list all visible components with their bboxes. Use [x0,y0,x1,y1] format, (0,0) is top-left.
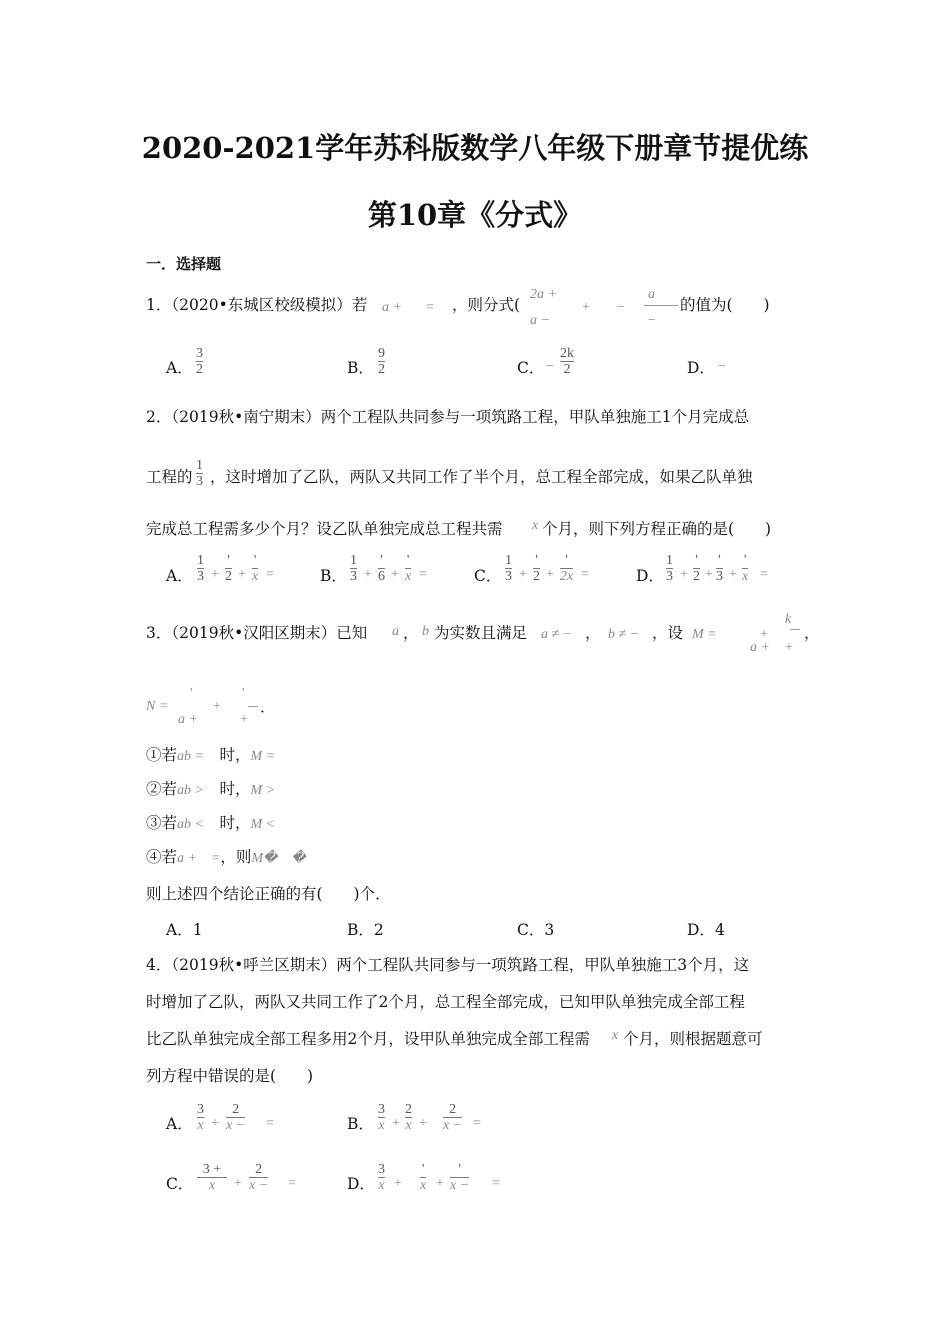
fraction-denominator: + [240,712,248,727]
fraction: $\frac{1}{3}$ [666,553,673,584]
math-expr: + [582,300,590,315]
equals-sign: = [760,567,768,582]
fraction-denominator: − [648,313,656,328]
equals-sign: = [288,1176,296,1191]
option-label[interactable]: C． [517,359,545,377]
math-expr: a + [382,300,402,315]
fraction-denominator: a + [178,712,198,727]
question-text: 工程的 [146,468,193,486]
equals-sign: = [266,1116,274,1131]
fraction: $\frac{2}{x -}$ [226,1102,246,1133]
fraction: $\frac{3}{x}$ [197,1102,204,1133]
question-number: 1． [146,296,172,314]
variable: a [392,624,399,639]
option-label[interactable]: D． [347,1175,375,1193]
plus-sign: + [213,699,221,714]
math-expr: − [546,359,554,374]
question-text: ，设 [652,624,684,642]
fraction: ' 3 [716,553,723,584]
option-c-fraction[interactable]: $\frac{2k}{2}$ [560,346,574,377]
option-label[interactable]: A． [166,1115,193,1133]
fraction-numerator: a [648,287,655,302]
variable: x [532,518,539,533]
fraction: ' x [405,553,412,584]
fraction-numerator: 2a + [530,287,557,302]
fraction: ' x [420,1162,427,1193]
fraction: ' 2 [225,553,232,584]
statement-1: ①若ab = 时，M = [146,746,276,764]
question-text: 为实数且满足 [434,624,528,642]
question-number: 3． [146,624,172,642]
question-text: （2019秋•南宁期末）两个工程队共同参与一项筑路工程，甲队单独施工1个月完成总 [171,408,750,426]
math-expr: M = [692,627,717,642]
fraction: ' x [742,553,749,584]
question-text: 时增加了乙队，两队又共同工作了2个月，总工程全部完成，已知甲队单独完成全部工程 [146,993,745,1011]
question-text: ，这时增加了乙队，两队又共同工作了半个月，总工程全部完成，如果乙队单独 [210,468,753,486]
punctuation: ， [585,624,601,642]
question-text: ，则分式( [452,296,521,314]
plus-sign: + [519,567,527,582]
fraction: $\frac{3 +}{x}$ [197,1162,227,1193]
fraction: ' x [252,553,259,584]
plus-sign: + [238,567,246,582]
equals-sign: = [581,567,589,582]
question-text: 则上述四个结论正确的有( )个． [146,885,391,903]
fraction: ' 6 [378,553,385,584]
variable: b [422,624,429,639]
fraction: $\frac{3}{x}$ [378,1162,385,1193]
fraction-bar [790,629,800,630]
question-tail: 的值为( ) [680,296,770,314]
fraction: $\frac{2}{x}$ [405,1102,412,1133]
question-text: 个月，则根据题意可 [623,1030,763,1048]
variable: x [612,1028,619,1043]
chapter-title: 第10章《分式》 [367,198,583,232]
option-b-fraction[interactable]: $\frac{9}{2}$ [378,346,385,377]
equals-sign: = [266,567,274,582]
punctuation: ， [804,624,820,642]
fraction-numerator: k [785,612,792,627]
plus-sign: + [436,1176,444,1191]
statement-3: ③若ab < 时，M < [146,814,276,832]
fraction-bar [644,305,678,306]
document-title: 2020-2021学年苏科版数学八年级下册章节提优练 [141,131,809,165]
option-b[interactable]: B．2 [347,921,384,939]
question-source: （2020•东城区校级模拟）若 [171,296,368,314]
option-label[interactable]: B． [347,1115,374,1133]
fraction-numerator: ' [190,686,193,701]
fraction: ' 2x [560,553,574,584]
fraction: ' x − [450,1162,470,1193]
option-label[interactable]: D． [687,359,715,377]
option-a-fraction[interactable]: $\frac{3}{2}$ [196,346,203,377]
fraction: $\frac{1}{3}$ [197,553,204,584]
plus-sign: + [211,567,219,582]
fraction: ' 2 [693,553,700,584]
option-label[interactable]: A． [166,567,193,585]
statement-2: ②若ab > 时，M > [146,780,276,798]
option-label[interactable]: C． [474,567,502,585]
fraction: $\frac{3}{x}$ [378,1102,385,1133]
plus-sign: + [705,567,713,582]
punctuation: ， [403,624,419,642]
equals-sign: = [419,567,427,582]
question-text: 列方程中错误的是( ) [146,1067,314,1085]
plus-sign: + [419,1116,427,1131]
question-text: 完成总工程需多少个月？设乙队单独完成总工程共需 [146,520,503,538]
punctuation: ． [260,698,276,716]
plus-sign: + [364,567,372,582]
fraction-denominator: + [785,640,793,655]
fraction: $\frac{2}{x -}$ [443,1102,463,1133]
option-a[interactable]: A．1 [166,921,203,939]
plus-sign: + [729,567,737,582]
question-text: 比乙队单独完成全部工程多用2个月，设甲队单独完成全部工程需 [146,1030,590,1048]
option-c[interactable]: C．3 [517,921,555,939]
option-d-value[interactable]: − [718,359,726,374]
fraction: $\frac{1}{3}$ [196,458,203,489]
math-expr: N = [146,699,169,714]
statement-4: ④若a + =，则M� � [146,848,306,866]
fraction-denominator: a − [530,313,550,328]
plus-sign: + [680,567,688,582]
fraction: $\frac{1}{3}$ [505,553,512,584]
option-d[interactable]: D．4 [687,921,725,939]
option-label[interactable]: B． [347,359,374,377]
fraction-numerator: ' [242,686,245,701]
plus-sign: + [392,1116,400,1131]
math-expr: a ≠ − [541,627,573,642]
option-label[interactable]: A． [166,359,193,377]
option-label[interactable]: C． [166,1175,194,1193]
option-label[interactable]: D． [636,567,664,585]
plus-sign: + [760,627,768,642]
question-number: 2． [146,408,172,426]
question-number: 4． [146,956,172,974]
question-text: （2019秋•呼兰区期末）两个工程队共同参与一项筑路工程，甲队单独施工3个月，这 [171,956,750,974]
option-label[interactable]: B． [320,567,347,585]
fraction: $\frac{1}{3}$ [350,553,357,584]
equals-sign: = [492,1176,500,1191]
question-text: 个月，则下列方程正确的是( ) [542,520,772,538]
fraction: ' 2 [533,553,540,584]
math-expr: b ≠ − [608,627,640,642]
math-expr: = [426,300,434,315]
math-expr: − [617,300,625,315]
section-heading: 一．选择题 [146,255,222,273]
plus-sign: + [546,567,554,582]
equals-sign: = [473,1116,481,1131]
plus-sign: + [211,1116,219,1131]
plus-sign: + [234,1176,242,1191]
question-text: （2019秋•汉阳区期末）已知 [171,624,368,642]
plus-sign: + [394,1176,402,1191]
fraction: $\frac{2}{x -}$ [249,1162,269,1193]
fraction-bar [248,706,258,707]
fraction-denominator: a + [750,640,770,655]
plus-sign: + [391,567,399,582]
